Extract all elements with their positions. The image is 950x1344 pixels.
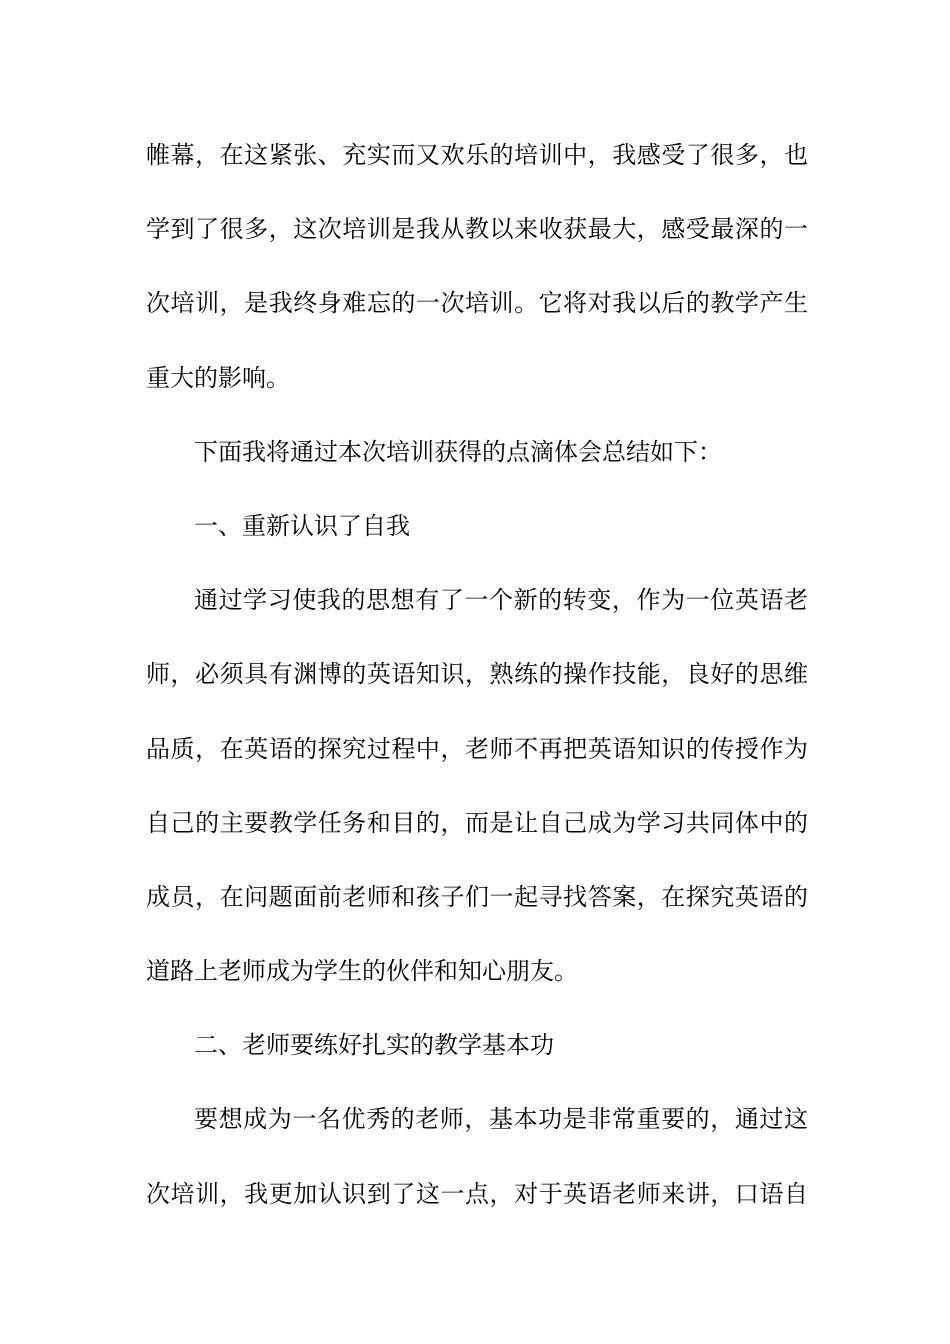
paragraph-line: 成员，在问题面前老师和孩子们一起寻找答案，在探究英语的 [146, 882, 808, 911]
paragraph-line: 重大的影响。 [146, 363, 290, 392]
paragraph-line: 道路上老师成为学生的伙伴和知心朋友。 [146, 957, 578, 986]
section-heading: 一、重新认识了自我 [194, 511, 410, 540]
paragraph-line: 自己的主要教学任务和目的，而是让自己成为学习共同体中的 [146, 808, 808, 837]
paragraph-line: 下面我将通过本次培训获得的点滴体会总结如下： [194, 437, 722, 466]
section-heading: 二、老师要练好扎实的教学基本功 [194, 1031, 554, 1060]
paragraph-line: 学到了很多，这次培训是我从教以来收获最大，感受最深的一 [146, 215, 808, 244]
paragraph-line: 次培训，我更加认识到了这一点，对于英语老师来讲，口语自 [146, 1179, 808, 1208]
paragraph-line: 次培训，是我终身难忘的一次培训。它将对我以后的教学产生 [146, 289, 808, 318]
paragraph-line: 帷幕，在这紧张、充实而又欢乐的培训中，我感受了很多，也 [146, 141, 808, 169]
paragraph-line: 通过学习使我的思想有了一个新的转变，作为一位英语老 [194, 586, 808, 615]
paragraph-line: 品质，在英语的探究过程中，老师不再把英语知识的传授作为 [146, 734, 808, 763]
paragraph-line: 要想成为一名优秀的老师，基本功是非常重要的，通过这 [194, 1105, 808, 1134]
paragraph-line: 师，必须具有渊博的英语知识，熟练的操作技能，良好的思维 [146, 660, 808, 689]
document-body [146, 118, 808, 1231]
